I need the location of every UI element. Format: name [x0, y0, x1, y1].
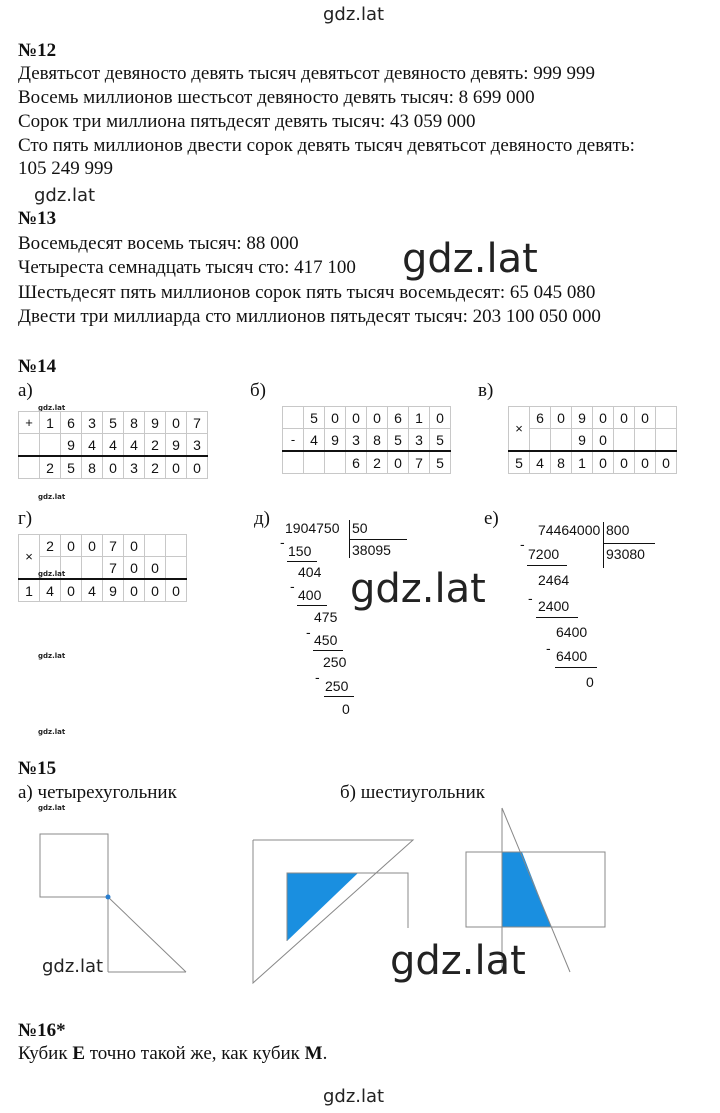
division-step: 2400: [538, 598, 570, 614]
n16-text: [18, 1043, 327, 1065]
grid-cell: 2: [145, 434, 166, 457]
heading-14: №14: [18, 356, 57, 377]
grid-cell: 0: [145, 557, 166, 580]
grid-cell: 9: [325, 429, 346, 452]
watermark-small: gdz.lat: [38, 652, 66, 660]
grid-cell: 9: [103, 579, 124, 602]
grid-cell: 5: [103, 412, 124, 434]
minus-sign: -: [546, 640, 551, 656]
grid-cell: 9: [145, 412, 166, 434]
n13-line-3: Шестьдесят пять миллионов сорок пять тысяч восемьдесят: 65 045 080: [18, 282, 596, 303]
grid-cell: 0: [593, 407, 614, 429]
grid-cell: 4: [304, 429, 325, 452]
grid-cell: 0: [325, 407, 346, 429]
label-g: г): [18, 508, 33, 529]
watermark-bottom: gdz.lat: [323, 1086, 385, 1107]
division-step: 0: [586, 674, 594, 690]
minus-sign: -: [520, 536, 525, 552]
label-hexagon: б) шестиугольник: [340, 782, 485, 803]
shaded-region: [287, 873, 358, 941]
grid-cell: 1: [409, 407, 430, 429]
grid-cell: 0: [124, 579, 145, 602]
figure-quadrilateral: [40, 834, 186, 972]
minus-sign: -: [306, 624, 311, 640]
division-step: 0: [342, 701, 350, 717]
n12-line-5: 105 249 999: [18, 158, 113, 179]
n16-text-pre: Кубик: [18, 1043, 73, 1064]
grid-cell: 3: [82, 412, 103, 434]
grid-cell: 0: [614, 451, 635, 474]
label-v: в): [478, 380, 494, 401]
grid-cell: 7: [103, 557, 124, 580]
grid-cell: 2: [40, 535, 61, 557]
grid-cell: [656, 407, 677, 429]
minus-sign: -: [283, 429, 304, 452]
grid-cell: 2: [40, 456, 61, 479]
watermark-small: gdz.lat: [38, 493, 66, 501]
watermark-small: gdz.lat: [38, 728, 66, 736]
grid-cell: 0: [124, 557, 145, 580]
grid-cell: 0: [124, 535, 145, 557]
grid-cell: 4: [40, 579, 61, 602]
grid-cell: 3: [409, 429, 430, 452]
grid-cell: 0: [82, 535, 103, 557]
watermark-small: gdz.lat: [38, 804, 66, 812]
grid-cell: 0: [145, 579, 166, 602]
grid-cell: [304, 451, 325, 474]
grid-cell: 0: [635, 451, 656, 474]
heading-12: №12: [18, 40, 57, 61]
grid-cell: 2: [367, 451, 388, 474]
grid-cell: [145, 535, 166, 557]
label-quadrilateral: а) четырехугольник: [18, 782, 177, 803]
n12-line-1: Девятьсот девяносто девять тысяч девятьсот девяносто девять: 999 999: [18, 63, 596, 84]
times-sign: ×: [509, 407, 530, 452]
grid-cell: [166, 535, 187, 557]
watermark-large-1: gdz.lat: [402, 236, 538, 282]
grid-cell: 0: [61, 579, 82, 602]
grid-cell: 0: [61, 535, 82, 557]
grid-cell: 6: [346, 451, 367, 474]
grid-cell: 5: [509, 451, 530, 474]
watermark-mid-1: gdz.lat: [34, 185, 96, 206]
division-step: 6400: [556, 624, 588, 640]
multiplication-grid-g: [18, 534, 187, 602]
n12-line-4: Сто пять миллионов двести сорок девять тысяч девятьсот девяносто девять:: [18, 135, 635, 156]
division-step: 475: [314, 609, 338, 625]
grid-cell: 0: [430, 407, 451, 429]
division-step: 2464: [538, 572, 570, 588]
grid-cell: 3: [346, 429, 367, 452]
n16-text-post: .: [322, 1043, 328, 1064]
quotient: 93080: [606, 546, 645, 562]
division-step: 250: [323, 654, 347, 670]
label-d: д): [254, 508, 270, 529]
division-step: 450: [314, 632, 338, 648]
grid-cell: 0: [635, 407, 656, 429]
n12-line-3: Сорок три миллиона пятьдесят девять тысяч: 43 059 000: [18, 111, 476, 132]
heading-13: №13: [18, 208, 57, 229]
n13-line-2: Четыреста семнадцать тысяч сто: 417 100: [18, 257, 356, 278]
grid-cell: 8: [82, 456, 103, 479]
grid-cell: 5: [61, 456, 82, 479]
watermark-large-3: gdz.lat: [390, 938, 526, 984]
divisor: 800: [606, 522, 630, 538]
n12-line-2: Восемь миллионов шестьсот девяносто девять тысяч: 8 699 000: [18, 87, 535, 108]
minus-sign: -: [528, 590, 533, 606]
grid-cell: 9: [166, 434, 187, 457]
grid-cell: 0: [346, 407, 367, 429]
grid-cell: [614, 429, 635, 452]
minus-sign: -: [290, 578, 295, 594]
grid-cell: 1: [572, 451, 593, 474]
grid-cell: 4: [103, 434, 124, 457]
grid-cell: 4: [530, 451, 551, 474]
grid-cell: 4: [124, 434, 145, 457]
grid-cell: [325, 451, 346, 474]
watermark-top: gdz.lat: [323, 4, 385, 25]
division-step: 404: [298, 564, 322, 580]
dividend: 1904750: [285, 520, 340, 536]
grid-cell: 7: [409, 451, 430, 474]
grid-cell: 7: [103, 535, 124, 557]
grid-cell: 8: [367, 429, 388, 452]
grid-cell: 0: [166, 456, 187, 479]
grid-cell: [40, 434, 61, 457]
minus-sign: -: [280, 534, 285, 550]
grid-cell: 5: [430, 429, 451, 452]
watermark-large-2: gdz.lat: [350, 566, 486, 612]
division-step: 400: [298, 587, 322, 603]
grid-cell: 0: [103, 456, 124, 479]
grid-cell: 5: [430, 451, 451, 474]
n13-line-1: Восемьдесят восемь тысяч: 88 000: [18, 233, 299, 254]
minus-sign: -: [315, 669, 320, 685]
label-e: е): [484, 508, 499, 529]
grid-cell: 6: [530, 407, 551, 429]
grid-cell: 0: [614, 407, 635, 429]
division-step: 7200: [528, 546, 560, 562]
n13-line-4: Двести три миллиарда сто миллионов пятьдесят тысяч: 203 100 050 000: [18, 306, 601, 327]
grid-cell: [656, 429, 677, 452]
grid-cell: [551, 429, 572, 452]
dividend: 74464000: [538, 522, 601, 538]
grid-cell: 0: [551, 407, 572, 429]
grid-cell: 5: [388, 429, 409, 452]
grid-cell: [635, 429, 656, 452]
grid-cell: 0: [656, 451, 677, 474]
subtraction-grid: [282, 406, 451, 474]
grid-cell: 0: [166, 579, 187, 602]
watermark-mid-2: gdz.lat: [42, 956, 104, 977]
heading-15: №15: [18, 758, 57, 779]
cube-m: М: [304, 1043, 323, 1064]
grid-cell: 0: [388, 451, 409, 474]
division-step: 150: [288, 543, 312, 559]
times-sign: ×: [19, 535, 40, 580]
divisor: 50: [352, 520, 368, 536]
plus-sign: +: [19, 412, 40, 434]
grid-cell: 9: [61, 434, 82, 457]
grid-cell: 1: [40, 412, 61, 434]
cube-e: Е: [72, 1043, 85, 1064]
grid-cell: 0: [187, 456, 208, 479]
intersection-point: [106, 895, 111, 900]
grid-cell: 1: [19, 579, 40, 602]
division-step: 250: [325, 678, 349, 694]
grid-cell: 0: [367, 407, 388, 429]
grid-cell: 9: [572, 429, 593, 452]
multiplication-grid-v: [508, 406, 677, 474]
grid-cell: 4: [82, 434, 103, 457]
watermark-small: gdz.lat: [38, 404, 66, 412]
geometry-figures: [0, 800, 720, 990]
grid-cell: [82, 557, 103, 580]
shaded-region: [502, 852, 551, 927]
grid-cell: [166, 557, 187, 580]
grid-cell: 8: [551, 451, 572, 474]
grid-cell: 6: [61, 412, 82, 434]
grid-cell: 2: [145, 456, 166, 479]
grid-cell: 0: [593, 451, 614, 474]
n16-text-mid: точно такой же, как кубик: [85, 1043, 305, 1064]
figure-triangle-rectangle: [253, 840, 413, 983]
grid-cell: 3: [187, 434, 208, 457]
grid-cell: [530, 429, 551, 452]
grid-cell: 6: [388, 407, 409, 429]
watermark-small: gdz.lat: [38, 570, 66, 578]
grid-cell: 0: [166, 412, 187, 434]
heading-16: №16*: [18, 1020, 66, 1041]
label-b: б): [250, 380, 266, 401]
grid-cell: 5: [304, 407, 325, 429]
grid-cell: 8: [124, 412, 145, 434]
grid-cell: 4: [82, 579, 103, 602]
addition-grid: [18, 411, 208, 479]
label-a: а): [18, 380, 33, 401]
grid-cell: 3: [124, 456, 145, 479]
grid-cell: 9: [572, 407, 593, 429]
quotient: 38095: [352, 542, 391, 558]
grid-cell: 0: [593, 429, 614, 452]
grid-cell: 7: [187, 412, 208, 434]
division-step: 6400: [556, 648, 588, 664]
